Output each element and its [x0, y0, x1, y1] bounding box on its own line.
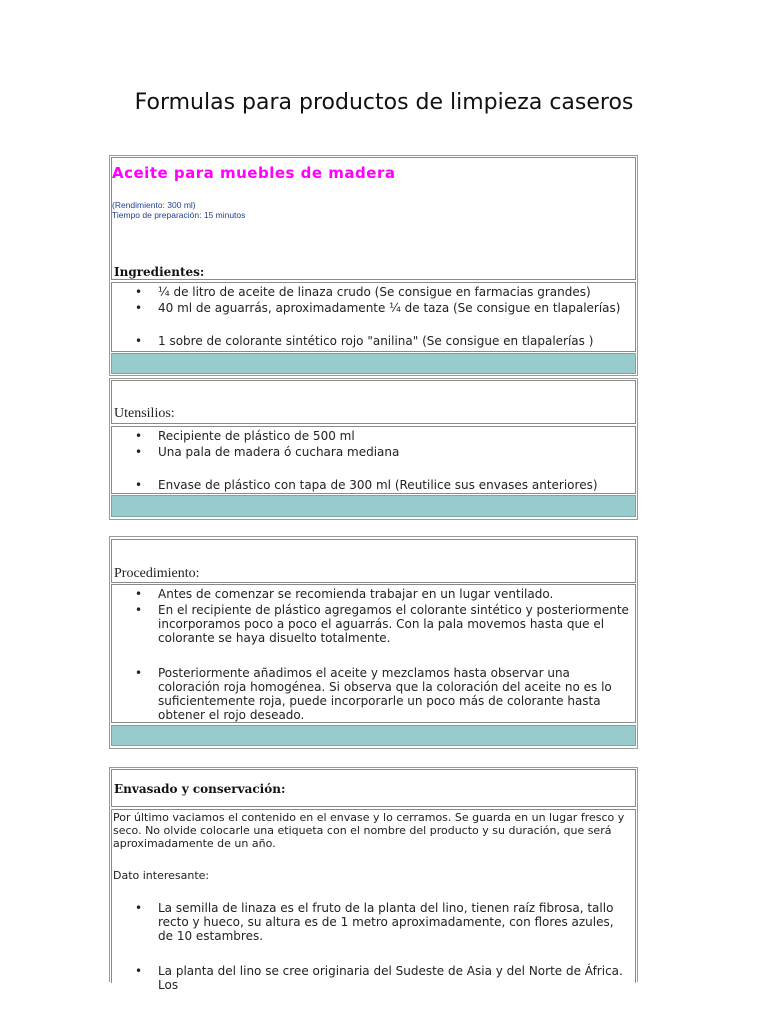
bullet-icon: •: [135, 429, 143, 443]
list-item: • En el recipiente de plástico agregamos el colorante sintético y posteriormente incorporamos poco a poco el aguarrás. Con la pala movemos hasta que el colorante se haya disuelto totalmente.: [135, 603, 629, 645]
bullet-icon: •: [135, 603, 143, 617]
teal-band: [111, 495, 636, 517]
yield-text: (Rendimiento: 300 ml): [112, 200, 196, 210]
page-title: Formulas para productos de limpieza caseros: [134, 90, 634, 115]
procedure-list-cell: [111, 584, 636, 723]
storage-box: [109, 767, 638, 992]
prep-time-text: Tiempo de preparación: 15 minutos: [112, 210, 246, 220]
utensils-box: [109, 378, 638, 520]
bullet-icon: •: [135, 666, 143, 680]
bullet-icon: •: [135, 445, 143, 459]
ingredients-label: Ingredientes:: [114, 265, 205, 279]
recipe-box: [109, 155, 638, 376]
procedure-label: Procedimiento:: [114, 566, 200, 581]
storage-paragraph: Por último vaciamos el contenido en el envase y lo cerramos. Se guarda en un lugar fresco y seco. No olvide colocarle una etiqueta con el nombre del producto y su duración, que será aproximadamente de un año.: [113, 811, 625, 850]
bullet-icon: •: [135, 334, 143, 348]
procedure-box: [109, 536, 638, 749]
bullet-icon: •: [135, 301, 143, 315]
fact-label: Dato interesante:: [113, 869, 210, 882]
utensils-list-cell: [111, 426, 636, 494]
storage-body-cell: [111, 809, 636, 992]
list-item: • Posteriormente añadimos el aceite y mezclamos hasta observar una coloración roja homogénea. Si observa que la coloración del aceite no es lo suficientemente roja, puede incorporarle un poco más de colorante hasta obtener el rojo deseado.: [135, 666, 612, 722]
bullet-icon: •: [135, 478, 143, 492]
utensils-label: Utensilios:: [114, 406, 175, 421]
bullet-icon: •: [135, 285, 143, 299]
bullet-icon: •: [135, 901, 143, 915]
bullet-icon: •: [135, 587, 143, 601]
list-item: • Una pala de madera ó cuchara mediana: [135, 445, 400, 459]
list-item: • Recipiente de plástico de 500 ml: [135, 429, 355, 443]
recipe-header-cell: [111, 157, 636, 280]
list-item: • Envase de plástico con tapa de 300 ml (Reutilice sus envases anteriores): [135, 478, 598, 492]
list-item: • La semilla de linaza es el fruto de la planta del lino, tienen raíz fibrosa, tallo recto y hueco, su altura es de 1 metro aproximadamente, con flores azules, de 10 estambres.: [135, 901, 614, 943]
list-item: • 40 ml de aguarrás, aproximadamente ¼ de taza (Se consigue en tlapalerías): [135, 301, 621, 315]
list-item: • Antes de comenzar se recomienda trabajar en un lugar ventilado.: [135, 587, 554, 601]
teal-band: [111, 725, 636, 746]
list-item: • ¼ de litro de aceite de linaza crudo (Se consigue en farmacias grandes): [135, 285, 591, 299]
recipe-title: Aceite para muebles de madera: [112, 164, 396, 182]
storage-label: Envasado y conservación:: [114, 782, 286, 796]
storage-header-cell: [111, 769, 636, 807]
bullet-icon: •: [135, 964, 143, 978]
procedure-header-cell: [111, 539, 636, 583]
ingredients-cell: [111, 282, 636, 352]
list-item: • 1 sobre de colorante sintético rojo "anilina" (Se consigue en tlapalerías ): [135, 334, 594, 348]
utensils-header-cell: [111, 380, 636, 424]
list-item: • La planta del lino se cree originaria del Sudeste de Asia y del Norte de África. Los: [135, 964, 623, 992]
teal-band: [111, 353, 636, 374]
